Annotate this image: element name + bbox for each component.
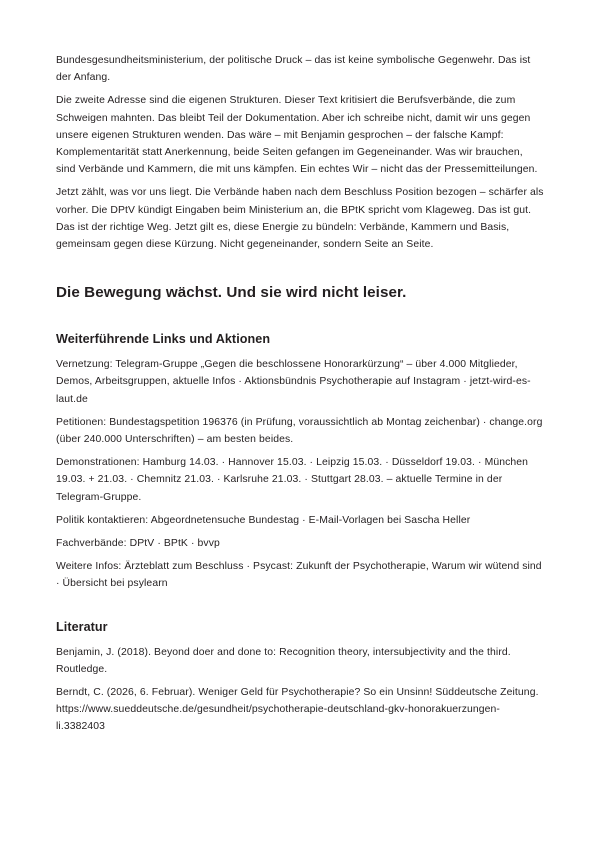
list-item: Fachverbände: DPtV · BPtK · bvvp — [56, 538, 220, 550]
list-item: Petitionen: Bundestagspetition 196376 (in Prüfung, voraussichtlich ab Montag zeichenbar) · change.org (über 240.000 Unterschriften) – am besten beides. — [56, 416, 543, 446]
list-item: Berndt, C. (2026, 6. Februar). Weniger Geld für Psychotherapie? So ein Unsinn! Süddeutsche Zeitung. https://www.sueddeutsche.de/gesundheit/psychotherapie-deutschland-gkv-honorakuerzungen-li.3382403 — [56, 687, 539, 733]
literature-list — [56, 644, 544, 736]
body-paragraph: Die zweite Adresse sind die eigenen Strukturen. Dieser Text kritisiert die Berufsverbände, die zum Schweigen mahnten. Das bleibt Teil der Dokumentation. Aber ich schreibe nicht, damit wir uns gegen unsere eigenen Strukturen wenden. Das wäre – mit Benjamin gesprochen – der falsche Kampf: Komplementarität statt Anerkennung, beide Seiten gefangen im Gegeneinander. Was wir brauchen, sind Verbände und Kammern, die mit uns kämpfen. Ein echtes Wir – nicht das der Pressemitteilungen. — [56, 95, 538, 176]
body-paragraph: Jetzt zählt, was vor uns liegt. Die Verbände haben nach dem Beschluss Position bezogen – schärfer als vorher. Die DPtV kündigt Eingaben beim Ministerium an, die BPtK spricht vom Klageweg. Das ist gut. Das ist der richtige Weg. Jetzt gilt es, diese Energie zu bündeln: Verbände, Kammern und Basis, gemeinsam gegen diese Kürzung. Nicht gegeneinander, sondern Seite an Seite. — [56, 187, 544, 251]
links-section-title: Weiterführende Links und Aktionen — [56, 332, 271, 347]
list-item: Weitere Infos: Ärzteblatt zum Beschluss · Psycast: Zukunft der Psychotherapie, Warum wir wütend sind · Übersicht bei psylearn — [56, 561, 542, 590]
section-headline: Die Bewegung wächst. Und sie wird nicht leiser. — [56, 284, 407, 302]
body-paragraph: Bundesgesundheitsministerium, der politische Druck – das ist keine symbolische Gegenwehr. Das ist der Anfang. — [56, 55, 531, 84]
list-item: Demonstrationen: Hamburg 14.03. · Hannover 15.03. · Leipzig 15.03. · Düsseldorf 19.03. · München 19.03. + 21.03. · Chemnitz 21.03. · Karlsruhe 21.03. · Stuttgart 28.03. – aktuelle Termine in der Telegram-Gruppe. — [56, 457, 529, 503]
list-item: Vernetzung: Telegram-Gruppe „Gegen die beschlossene Honorarkürzung“ – über 4.000 Mitglieder, Demos, Arbeitsgruppen, aktuelle Infos · Aktionsbündnis Psychotherapie auf Instagram · jetzt-wird-es-laut.de — [56, 359, 531, 405]
list-item: Benjamin, J. (2018). Beyond doer and done to: Recognition theory, intersubjectivity and the third. Routledge. — [56, 646, 511, 675]
links-list — [56, 356, 544, 592]
body-text-block — [56, 52, 544, 253]
literature-section-title: Literatur — [56, 619, 108, 634]
list-item: Politik kontaktieren: Abgeordnetensuche Bundestag · E-Mail-Vorlagen bei Sascha Heller — [56, 514, 471, 526]
